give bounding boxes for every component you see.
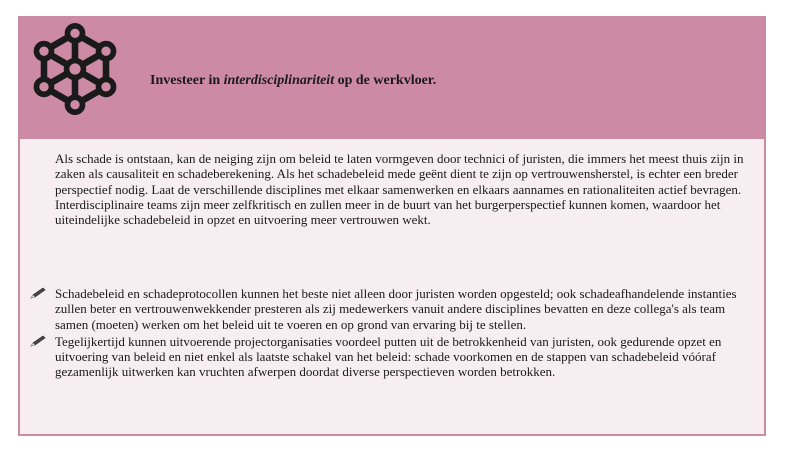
list-item — [30, 334, 758, 380]
info-box — [18, 16, 766, 436]
title-text-end: op de werkvloer. — [334, 73, 437, 88]
info-box-header — [20, 18, 764, 139]
recommendation-list — [30, 286, 758, 382]
pencil-icon — [30, 287, 46, 299]
info-box-title — [150, 73, 436, 89]
pencil-icon — [30, 335, 46, 347]
network-hexagon-icon — [28, 22, 122, 116]
list-item — [30, 286, 758, 332]
intro-paragraph: Als schade is ontstaan, kan de neiging zijn om beleid te laten vormgeven door technici of juristen, die immers het meest thuis zijn in zaken als causaliteit en schadeberekening. Als het schadebeleid mede geënt dient te zijn op vertrouwensherstel, is echter een breder perspectief nodig. Laat de verschillende disciplines met elkaar samenwerken en elkaars aannames en rationaliteiten actief bevragen. Interdisciplinaire teams zijn meer zelfkritisch en zullen meer in de buurt van het burgerperspectief kunnen komen, waardoor het uiteindelijke schadebeleid in opzet en uitvoering meer vertrouwen wekt. — [55, 151, 744, 228]
list-item-text: Tegelijkertijd kunnen uitvoerende projectorganisaties voordeel putten uit de betrokkenheid van juristen, ook gedurende opzet en uitvoering van beleid en niet enkel als laatste schakel van het beleid: schade voorkomen en de stappen van schadebeleid vóóraf gezamenlijk uitwerken kan vruchten afwerpen doordat diverse perspectieven worden betrokken. — [55, 333, 722, 380]
title-emphasis: interdisciplinariteit — [223, 73, 335, 88]
title-text: Investeer in — [150, 73, 224, 88]
list-item-text: Schadebeleid en schadeprotocollen kunnen het beste niet alleen door juristen worden opgesteld; ook schadeafhandelende instanties zullen beter en vertrouwenwekkender presteren als zij medewerkers vanuit andere disciplines bevatten en deze collega's als team samen (moeten) werken om het beleid uit te voeren en op grond van ervaring bij te stellen. — [55, 286, 737, 332]
